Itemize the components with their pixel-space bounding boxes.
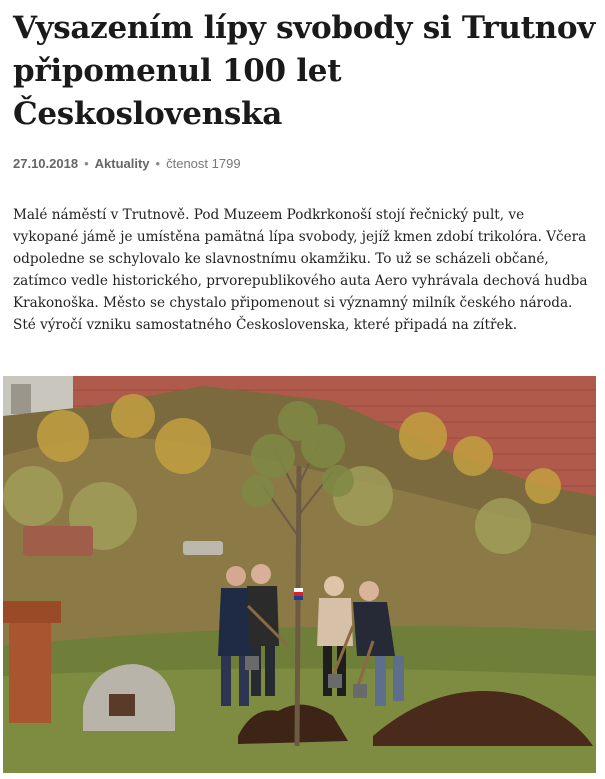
meta-separator: • (84, 156, 89, 171)
publish-date: 27.10.2018 (13, 156, 79, 171)
tree-planting-illustration (3, 376, 596, 773)
article-photo (3, 376, 596, 773)
article-meta (13, 156, 241, 171)
category-link[interactable]: Aktuality (94, 156, 150, 171)
article-lead: Malé náměstí v Trutnově. Pod Muzeem Podkrkonoší stojí řečnický pult, ve vykopané jámě je umístěna pamätná lípa svobody, jejíž kmen zdobí trikolóra. Včera odpoledne se schylovalo ke slavnostnímu okamžiku. To už se scházeli občané, zatímco vedle historického, prvorepublikového auta Aero vyhrávala dechová hudba Krakonoška. Město se chystalo připomenout si významný milník českého národa. Sté výročí vzniku samostatného Československa, které připadá na zítřek. (13, 207, 588, 333)
article-title: Vysazením lípy svobody si Trutnov připomenul 100 let Československa (13, 10, 595, 132)
meta-separator: • (155, 156, 161, 171)
readership-count: čtenost 1799 (166, 156, 241, 171)
